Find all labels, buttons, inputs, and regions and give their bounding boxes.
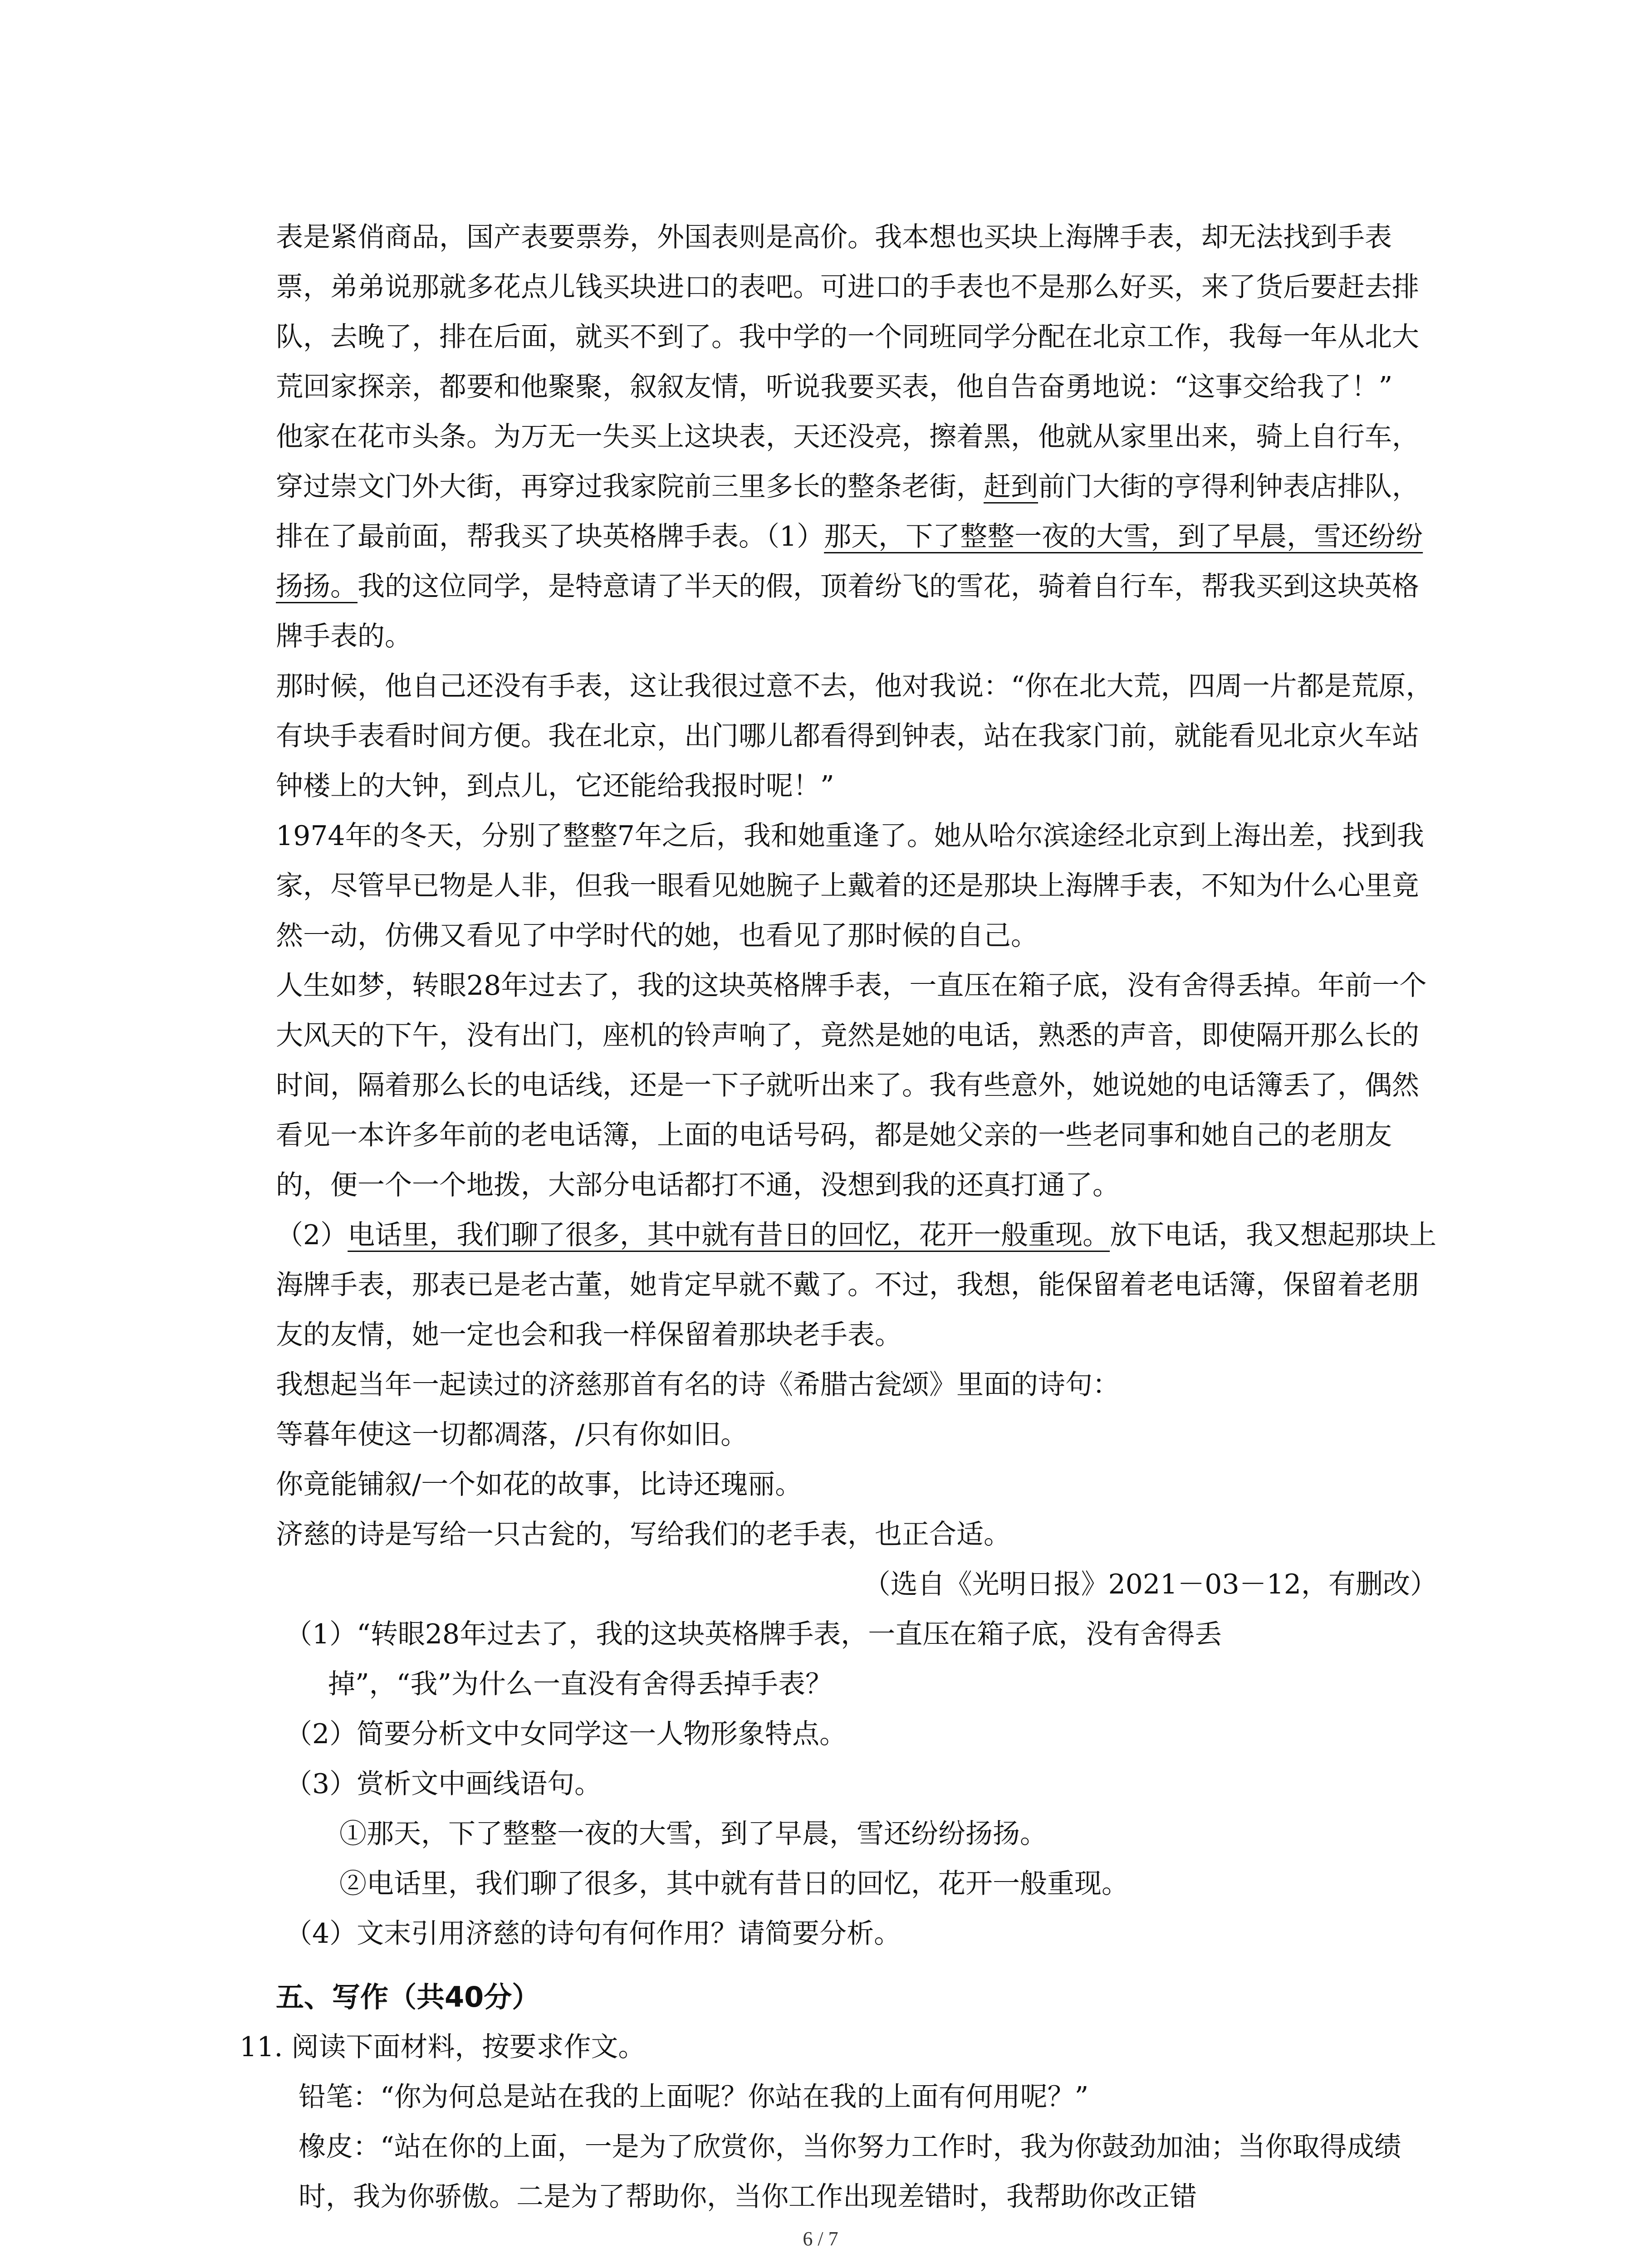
- passage-paragraph-8: 济慈的诗是写给一只古瓮的，写给我们的老手表，也正合适。: [276, 1519, 1011, 1550]
- eraser-dialogue: 橡皮：“站在你的上面，一是为了欣赏你，当你努力工作时，我为你鼓劲加油；当你取得成绩时，我为你骄傲。二是为了帮助你，当你工作出现差错时，我帮助你改正错: [299, 2131, 1401, 2213]
- question-4: （4）文末引用济慈的诗句有何作用？请简要分析。: [285, 1918, 901, 1950]
- poem-line-2: 你竟能铺叙/一个如花的故事，比诗还瑰丽。: [276, 1469, 803, 1501]
- passage-paragraph-2: [276, 412, 1437, 661]
- passage-paragraph-4: 1974年的冬天，分别了整整7年之后，我和她重逢了。她从哈尔滨途经北京到上海出差，找到我家，尽管早已物是人非，但我一眼看见她腕子上戴着的还是那块上海牌手表，不知为什么心里竟然一动，仿佛又看见了中学时代的她，也看见了那时候的自己。: [276, 820, 1424, 952]
- pencil-dialogue: 铅笔：“你为何总是站在我的上面呢？你站在我的上面有何用呢？”: [299, 2081, 1089, 2113]
- poem-line-1: 等暮年使这一切都凋落，/只有你如旧。: [276, 1419, 748, 1451]
- passage-paragraph-6: [276, 1210, 1437, 1360]
- paragraph-6-text-end: 放下电话，我又想起那块上海牌手表，那表已是老古董，她肯定早就不戴了。不过，我想，能保留着老电话簿，保留着老朋友的友情，她一定也会和我一样保留着那块老手表。: [276, 1219, 1437, 1351]
- question-3: （3）赏析文中画线语句。: [285, 1768, 602, 1800]
- sentence-2-number: （2）: [276, 1219, 348, 1251]
- passage-paragraph-3: 那时候，他自己还没有手表，这让我很过意不去，他对我说：“你在北大荒，四周一片都是荒原，有块手表看时间方便。我在北京，出门哪儿都看得到钟表，站在我家门前，就能看见北京火车站钟楼上的大钟，到点儿，它还能给我报时呢！”: [276, 670, 1433, 802]
- page-number: 6 / 7: [803, 2228, 838, 2250]
- passage-paragraph-1: 表是紧俏商品，国产表要票券，外国表则是高价。我本想也买块上海牌手表，却无法找到手表票，弟弟说那就多花点儿钱买块进口的表吧。可进口的手表也不是那么好买，来了货后要赶去排队，去晚了，排在后面，就买不到了。我中学的一个同班同学分配在北京工作，我每一年从北大荒回家探亲，都要和他聚聚，叙叙友情，听说我要买表，他自告奋勇地说：“这事交给我了！”: [276, 221, 1419, 403]
- underlined-sentence-1: 那天，下了整整一夜的大雪，到了早晨，雪还纷纷扬扬。: [276, 521, 1423, 602]
- question-2: （2）简要分析文中女同学这一人物形象特点。: [285, 1718, 847, 1750]
- question-11: 11. 阅读下面材料，按要求作文。: [240, 2031, 646, 2063]
- underlined-phrase-arrive: 赶到: [984, 471, 1038, 503]
- question-3-item-a: ①那天，下了整整一夜的大雪，到了早晨，雪还纷纷扬扬。: [339, 1818, 1047, 1850]
- underlined-sentence-2: 电话里，我们聊了很多，其中就有昔日的回忆，花开一般重现。: [348, 1219, 1110, 1251]
- paragraph-2-text-middle: 前门大街的亨得利钟表店排队，排在了最前面，帮我买了块英格牌手表。（1）: [276, 471, 1419, 552]
- paragraph-2-text-end: 我的这位同学，是特意请了半天的假，顶着纷飞的雪花，骑着自行车，帮我买到这块英格牌手表的。: [276, 571, 1419, 652]
- page-body: [240, 212, 1437, 2222]
- paragraph-2-text-start: 他家在花市头条。为万无一失买上这块表，天还没亮，擦着黑，他就从家里出来，骑上自行车，穿过崇文门外大街，再穿过我家院前三里多长的整条老街，: [276, 421, 1419, 503]
- section-5-heading: 五、写作（共40分）: [276, 1980, 540, 2014]
- passage-paragraph-7: 我想起当年一起读过的济慈那首有名的诗《希腊古瓮颂》里面的诗句：: [276, 1369, 1120, 1401]
- question-1-line-1: （1）“转眼28年过去了，我的这块英格牌手表，一直压在箱子底，没有舍得丢: [285, 1618, 1222, 1650]
- question-3-item-b: ②电话里，我们聊了很多，其中就有昔日的回忆，花开一般重现。: [339, 1868, 1129, 1900]
- source-citation: （选自《光明日报》2021－03－12，有删改）: [863, 1569, 1437, 1600]
- passage-paragraph-5: 人生如梦，转眼28年过去了，我的这块英格牌手表，一直压在箱子底，没有舍得丢掉。年前一个大风天的下午，没有出门，座机的铃声响了，竟然是她的电话，熟悉的声音，即使隔开那么长的时间，隔着那么长的电话线，还是一下子就听出来了。我有些意外，她说她的电话簿丢了，偶然看见一本许多年前的老电话簿，上面的电话号码，都是她父亲的一些老同事和她自己的老朋友的，便一个一个地拨，大部分电话都打不通，没想到我的还真打通了。: [276, 970, 1427, 1201]
- question-1-line-2: 掉”，“我”为什么一直没有舍得丢掉手表？: [328, 1668, 833, 1700]
